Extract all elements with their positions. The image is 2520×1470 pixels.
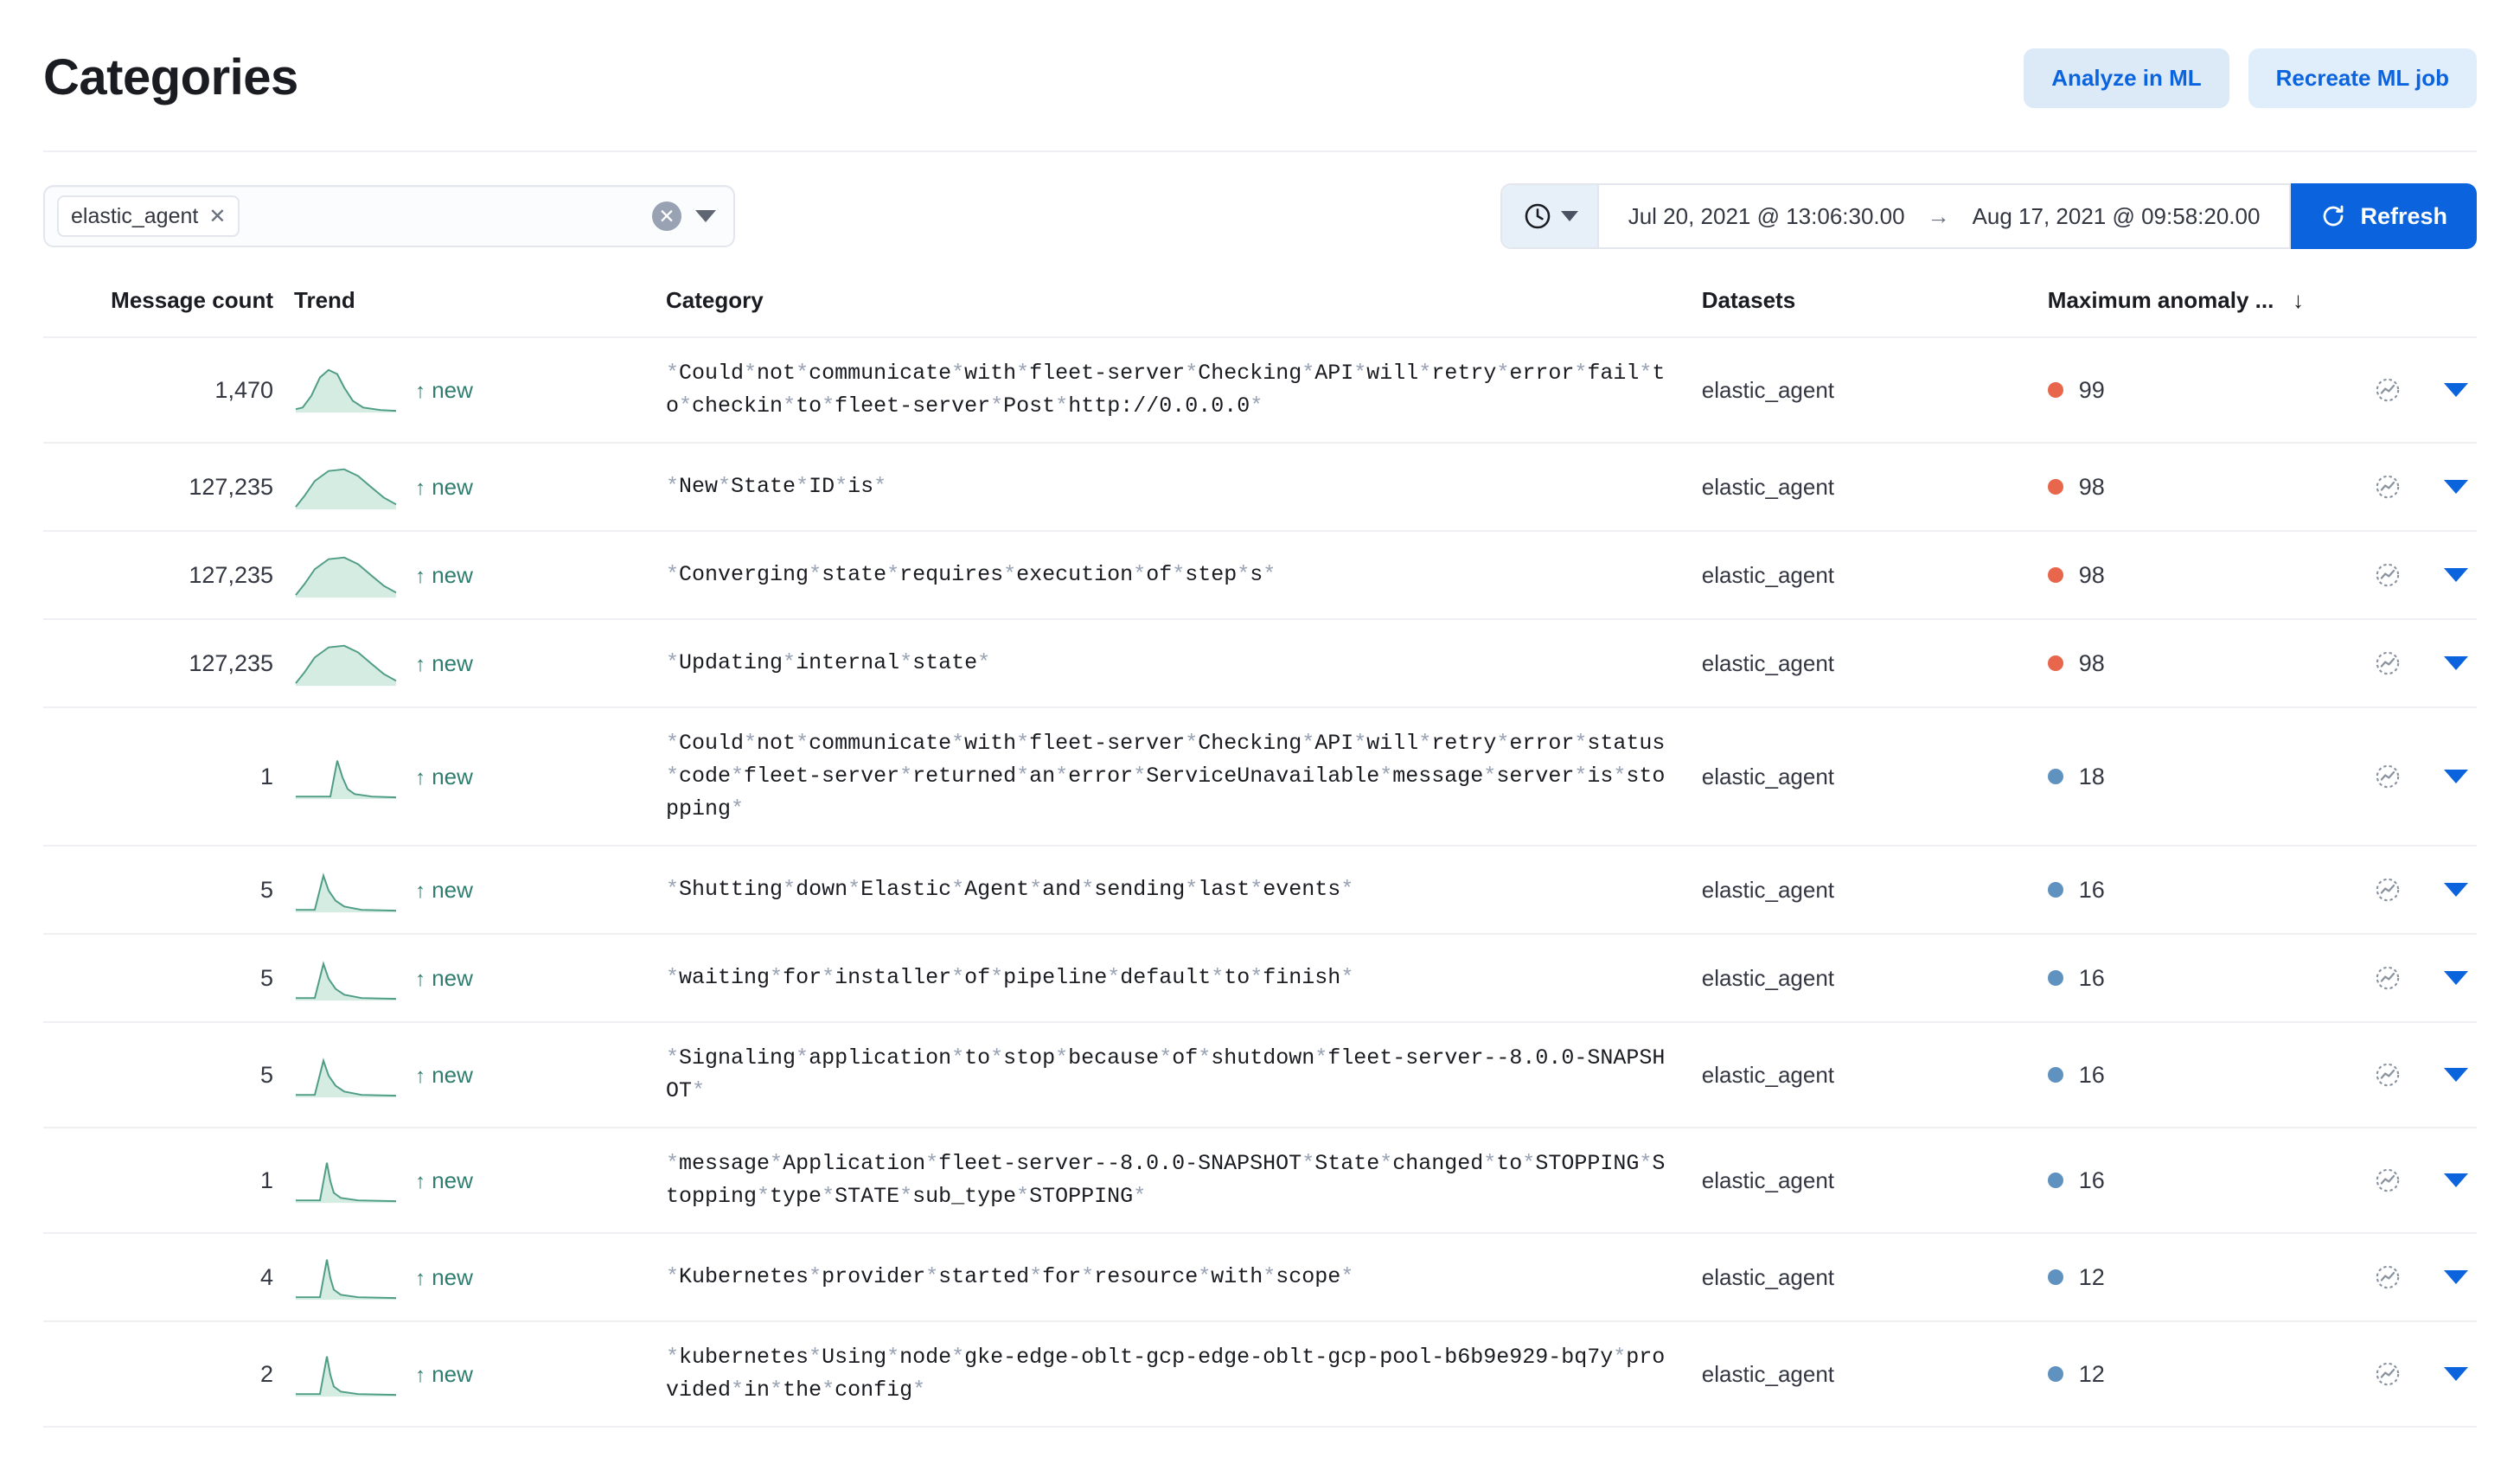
categories-table-wrap: [0, 287, 2520, 1428]
cell-category: *Could*not*communicate*with*fleet-server*Checking*API*will*retry*error*fail*to*checkin*to*fleet-server*Post*http://0.0.0.0*: [666, 337, 1702, 443]
anomaly-chart-icon[interactable]: [2373, 762, 2402, 791]
chevron-down-icon[interactable]: [695, 210, 716, 222]
arrow-up-icon: ↑: [415, 1266, 425, 1290]
cell-datasets: elastic_agent: [1702, 1321, 2048, 1427]
trend-sparkline: [294, 866, 398, 914]
cell-actions: [2304, 1128, 2477, 1233]
trend-sparkline: [294, 463, 398, 511]
severity-dot: [2048, 1366, 2063, 1382]
table-row[interactable]: [43, 337, 2477, 443]
cell-trend: [294, 1233, 666, 1321]
time-controls: [1500, 183, 2477, 249]
cell-datasets: elastic_agent: [1702, 846, 2048, 934]
cell-category: *message*Application*fleet-server--8.0.0-SNAPSHOT*State*changed*to*STOPPING*Stopping*type*STATE*sub_type*STOPPING*: [666, 1128, 1702, 1233]
cell-actions: [2304, 1233, 2477, 1321]
table-row[interactable]: [43, 531, 2477, 619]
cell-category: *Signaling*application*to*stop*because*of*shutdown*fleet-server--8.0.0-SNAPSHOT*: [666, 1022, 1702, 1128]
chevron-down-icon[interactable]: [2444, 883, 2468, 897]
table-row[interactable]: [43, 934, 2477, 1022]
column-header-message-count[interactable]: Message count: [43, 287, 294, 337]
chevron-down-icon[interactable]: [2444, 656, 2468, 670]
trend-sparkline: [294, 551, 398, 599]
table-row[interactable]: [43, 619, 2477, 707]
anomaly-score: 99: [2078, 376, 2105, 403]
trend-sparkline: [294, 1051, 398, 1099]
severity-dot: [2048, 1173, 2063, 1188]
severity-dot: [2048, 567, 2063, 583]
cell-message-count: 2: [43, 1321, 294, 1427]
cell-trend: [294, 531, 666, 619]
trend-sparkline: [294, 1350, 398, 1398]
clock-icon: [1523, 201, 1552, 231]
cell-datasets: elastic_agent: [1702, 1233, 2048, 1321]
anomaly-score: 16: [2078, 1061, 2105, 1088]
chevron-down-icon[interactable]: [2444, 1270, 2468, 1284]
cell-message-count: 1: [43, 1128, 294, 1233]
cell-actions: [2304, 531, 2477, 619]
cell-actions: [2304, 619, 2477, 707]
cell-actions: [2304, 443, 2477, 531]
anomaly-score: 16: [2078, 964, 2105, 991]
cell-actions: [2304, 1022, 2477, 1128]
column-header-actions: [2304, 287, 2477, 337]
sort-descending-arrow-icon[interactable]: ↓: [2280, 287, 2304, 313]
cell-max-anomaly: [2048, 707, 2304, 846]
search-input[interactable]: [43, 185, 735, 247]
table-row[interactable]: [43, 846, 2477, 934]
cell-datasets: elastic_agent: [1702, 619, 2048, 707]
trend-sparkline: [294, 954, 398, 1002]
time-quick-select-button[interactable]: [1502, 185, 1599, 247]
chevron-down-icon[interactable]: [2444, 1068, 2468, 1082]
arrow-up-icon: ↑: [415, 652, 425, 676]
anomaly-chart-icon[interactable]: [2373, 1166, 2402, 1195]
cell-trend: [294, 443, 666, 531]
trend-new-badge: ↑ new: [415, 376, 473, 403]
table-row[interactable]: [43, 1321, 2477, 1427]
anomaly-chart-icon[interactable]: [2373, 1262, 2402, 1292]
cell-trend: [294, 1128, 666, 1233]
cell-category: *kubernetes*Using*node*gke-edge-oblt-gcp-edge-oblt-gcp-pool-b6b9e929-bq7y*provided*in*the*config*: [666, 1321, 1702, 1427]
trend-new-badge: ↑ new: [415, 1263, 473, 1290]
filter-pill-label: elastic_agent: [71, 203, 199, 228]
cell-max-anomaly: [2048, 619, 2304, 707]
filter-pill-elastic-agent[interactable]: [57, 195, 240, 237]
severity-dot: [2048, 882, 2063, 898]
trend-new-badge: ↑ new: [415, 473, 473, 500]
anomaly-chart-icon[interactable]: [2373, 649, 2402, 678]
arrow-up-icon: ↑: [415, 1363, 425, 1387]
cell-datasets: elastic_agent: [1702, 934, 2048, 1022]
trend-new-badge: ↑ new: [415, 1061, 473, 1088]
trend-sparkline: [294, 366, 398, 414]
cell-max-anomaly: [2048, 443, 2304, 531]
severity-dot: [2048, 479, 2063, 495]
table-header-row: [43, 287, 2477, 337]
cell-actions: [2304, 846, 2477, 934]
column-header-trend[interactable]: Trend: [294, 287, 666, 337]
trend-new-badge: ↑ new: [415, 763, 473, 789]
trend-sparkline: [294, 1156, 398, 1205]
cell-datasets: elastic_agent: [1702, 1022, 2048, 1128]
anomaly-score: 98: [2078, 561, 2105, 588]
categories-table: [43, 287, 2477, 1428]
column-header-datasets[interactable]: Datasets: [1702, 287, 2048, 337]
severity-dot: [2048, 382, 2063, 398]
chevron-down-icon: [1561, 211, 1578, 221]
table-row[interactable]: [43, 1233, 2477, 1321]
trend-new-badge: ↑ new: [415, 561, 473, 588]
arrow-up-icon: ↑: [415, 379, 425, 403]
time-range-start[interactable]: Jul 20, 2021 @ 13:06:30.00: [1628, 202, 1905, 229]
header-actions: [2024, 48, 2477, 108]
cell-max-anomaly: [2048, 846, 2304, 934]
cell-message-count: 1: [43, 707, 294, 846]
cell-max-anomaly: [2048, 1321, 2304, 1427]
anomaly-chart-icon[interactable]: [2373, 375, 2402, 405]
cell-datasets: elastic_agent: [1702, 337, 2048, 443]
anomaly-chart-icon[interactable]: [2373, 875, 2402, 904]
trend-new-badge: ↑ new: [415, 1360, 473, 1387]
table-head: [43, 287, 2477, 337]
anomaly-score: 16: [2078, 876, 2105, 903]
severity-dot: [2048, 769, 2063, 784]
page-title: Categories: [43, 49, 298, 106]
cell-category: *waiting*for*installer*of*pipeline*default*to*finish*: [666, 934, 1702, 1022]
trend-new-badge: ↑ new: [415, 649, 473, 676]
anomaly-chart-icon[interactable]: [2373, 472, 2402, 502]
chevron-down-icon[interactable]: [2444, 480, 2468, 494]
arrow-up-icon: ↑: [415, 476, 425, 500]
cell-trend: [294, 846, 666, 934]
cell-category: *Updating*internal*state*: [666, 619, 1702, 707]
cell-max-anomaly: [2048, 337, 2304, 443]
cell-category: *Shutting*down*Elastic*Agent*and*sending*last*events*: [666, 846, 1702, 934]
page-header: [0, 0, 2520, 130]
cell-message-count: 5: [43, 934, 294, 1022]
arrow-up-icon: ↑: [415, 564, 425, 588]
cell-trend: [294, 934, 666, 1022]
anomaly-chart-icon[interactable]: [2373, 1060, 2402, 1090]
trend-new-badge: ↑ new: [415, 876, 473, 903]
trend-sparkline: [294, 1253, 398, 1301]
anomaly-score: 98: [2078, 473, 2105, 500]
cell-actions: [2304, 337, 2477, 443]
arrow-right-icon: →: [1927, 202, 1950, 229]
severity-dot: [2048, 655, 2063, 671]
cell-max-anomaly: [2048, 1022, 2304, 1128]
table-row[interactable]: [43, 1128, 2477, 1233]
cell-datasets: elastic_agent: [1702, 531, 2048, 619]
table-body: [43, 337, 2477, 1427]
cell-category: *Converging*state*requires*execution*of*step*s*: [666, 531, 1702, 619]
anomaly-score: 98: [2078, 649, 2105, 676]
cell-message-count: 5: [43, 1022, 294, 1128]
cell-datasets: elastic_agent: [1702, 443, 2048, 531]
chevron-down-icon[interactable]: [2444, 1367, 2468, 1381]
trend-sparkline: [294, 752, 398, 801]
recreate-ml-job-button[interactable]: Recreate ML job: [2248, 48, 2477, 108]
anomaly-score: 12: [2078, 1360, 2105, 1387]
column-header-category[interactable]: Category: [666, 287, 1702, 337]
trend-sparkline: [294, 639, 398, 687]
cell-category: *Could*not*communicate*with*fleet-server*Checking*API*will*retry*error*status*code*fleet-server*returned*an*error*ServiceUnavailable*message*server*is*stopping*: [666, 707, 1702, 846]
column-header-max-anomaly[interactable]: [2048, 287, 2304, 337]
trend-new-badge: ↑ new: [415, 1166, 473, 1193]
anomaly-score: 12: [2078, 1263, 2105, 1290]
cell-message-count: 4: [43, 1233, 294, 1321]
cell-trend: [294, 1022, 666, 1128]
close-icon[interactable]: ✕: [208, 204, 227, 228]
column-header-max-anomaly-label: Maximum anomaly ...: [2047, 287, 2274, 313]
cell-message-count: 127,235: [43, 619, 294, 707]
cell-max-anomaly: [2048, 531, 2304, 619]
anomaly-chart-icon[interactable]: [2373, 1359, 2402, 1389]
cell-trend: [294, 619, 666, 707]
cell-max-anomaly: [2048, 1128, 2304, 1233]
anomaly-score: 16: [2078, 1166, 2105, 1193]
time-range-display[interactable]: [1599, 203, 2290, 230]
cell-datasets: elastic_agent: [1702, 1128, 2048, 1233]
chevron-down-icon[interactable]: [2444, 383, 2468, 397]
cell-category: *New*State*ID*is*: [666, 443, 1702, 531]
arrow-up-icon: ↑: [415, 1169, 425, 1193]
chevron-down-icon[interactable]: [2444, 568, 2468, 582]
cell-message-count: 1,470: [43, 337, 294, 443]
severity-dot: [2048, 970, 2063, 986]
refresh-icon: [2320, 203, 2346, 229]
cell-actions: [2304, 934, 2477, 1022]
arrow-up-icon: ↑: [415, 1064, 425, 1088]
anomaly-chart-icon[interactable]: [2373, 560, 2402, 590]
table-row[interactable]: [43, 707, 2477, 846]
chevron-down-icon[interactable]: [2444, 1173, 2468, 1187]
cell-trend: [294, 707, 666, 846]
time-picker[interactable]: [1500, 183, 2292, 249]
cell-category: *Kubernetes*provider*started*for*resource*with*scope*: [666, 1233, 1702, 1321]
cell-trend: [294, 337, 666, 443]
arrow-up-icon: ↑: [415, 765, 425, 789]
cell-actions: [2304, 707, 2477, 846]
clear-circle-icon[interactable]: ✕: [652, 201, 681, 231]
refresh-button[interactable]: [2291, 183, 2477, 249]
time-range-end[interactable]: Aug 17, 2021 @ 09:58:20.00: [1972, 202, 2261, 229]
cell-max-anomaly: [2048, 934, 2304, 1022]
query-bar: [0, 152, 2520, 249]
trend-new-badge: ↑ new: [415, 964, 473, 991]
anomaly-chart-icon[interactable]: [2373, 963, 2402, 993]
cell-trend: [294, 1321, 666, 1427]
arrow-up-icon: ↑: [415, 879, 425, 903]
cell-max-anomaly: [2048, 1233, 2304, 1321]
cell-message-count: 127,235: [43, 443, 294, 531]
cell-actions: [2304, 1321, 2477, 1427]
chevron-down-icon[interactable]: [2444, 770, 2468, 783]
arrow-up-icon: ↑: [415, 967, 425, 991]
chevron-down-icon[interactable]: [2444, 971, 2468, 985]
cell-message-count: 5: [43, 846, 294, 934]
cell-datasets: elastic_agent: [1702, 707, 2048, 846]
severity-dot: [2048, 1067, 2063, 1083]
table-row[interactable]: [43, 443, 2477, 531]
cell-message-count: 127,235: [43, 531, 294, 619]
analyze-in-ml-button[interactable]: Analyze in ML: [2024, 48, 2229, 108]
severity-dot: [2048, 1269, 2063, 1285]
table-row[interactable]: [43, 1022, 2477, 1128]
anomaly-score: 18: [2078, 763, 2105, 789]
refresh-label: Refresh: [2360, 202, 2447, 229]
